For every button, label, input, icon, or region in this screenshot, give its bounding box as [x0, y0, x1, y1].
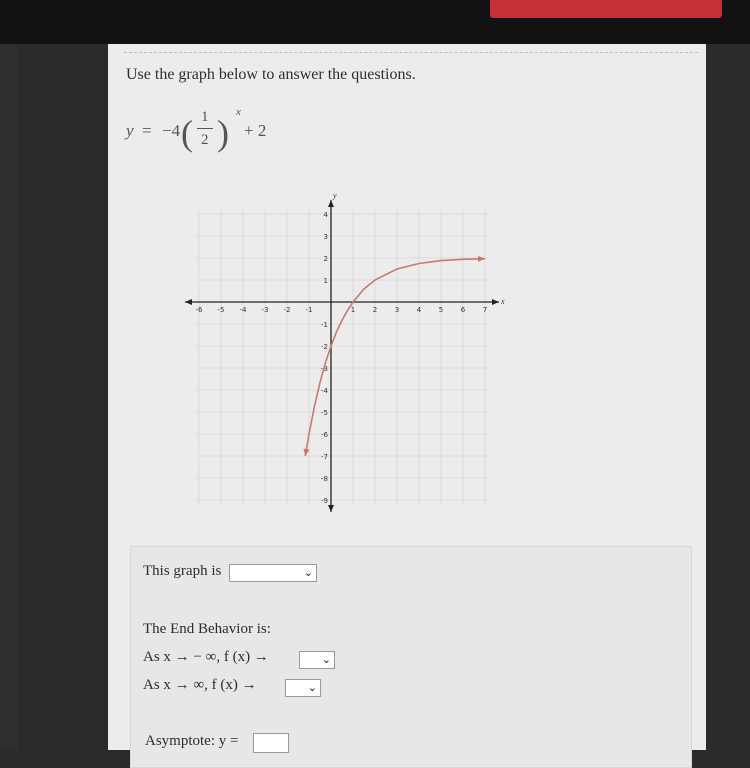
top-action-button[interactable] [490, 0, 722, 18]
equation-y: y [126, 121, 134, 140]
y-tick-label: 4 [323, 211, 328, 219]
x-tick-label: -4 [239, 306, 247, 314]
divider [124, 52, 698, 53]
equation-exponent: x [236, 106, 241, 118]
x-tick-label: -3 [261, 306, 269, 314]
x-axis-left-arrow [185, 299, 192, 305]
x-tick-label: 6 [460, 306, 466, 314]
equation-equals: = [142, 121, 152, 140]
y-tick-label: -7 [321, 453, 328, 461]
x-tick-label: 3 [394, 306, 400, 314]
x-tick-label: 4 [416, 306, 422, 314]
fraction-bar [197, 128, 213, 129]
x-axis-label: x [501, 297, 505, 306]
y-tick-label: 1 [323, 277, 328, 285]
chevron-down-icon: ⌄ [307, 681, 317, 694]
neg-infinity-label: As x → − ∞, f (x) → [143, 649, 269, 665]
function-graph [178, 184, 518, 519]
y-tick-label: -1 [321, 321, 328, 329]
y-tick-label: -4 [321, 387, 328, 395]
end-behavior-label: The End Behavior is: [143, 621, 271, 637]
x-axis-right-arrow [492, 299, 499, 305]
y-tick-label: -9 [321, 497, 328, 505]
y-tick-label: -6 [321, 431, 328, 439]
y-tick-label: -8 [321, 475, 328, 483]
chevron-down-icon: ⌄ [303, 566, 313, 579]
x-tick-label: 1 [350, 306, 356, 314]
x-tick-label: -5 [217, 306, 225, 314]
asymptote-input[interactable] [253, 733, 289, 753]
pos-infinity-label: As x → ∞, f (x) → [143, 677, 257, 693]
left-paren: ( [181, 113, 193, 153]
asymptote-label: Asymptote: y = [145, 733, 239, 749]
y-tick-label: 2 [323, 255, 328, 263]
top-bar [0, 0, 750, 44]
function-curve [305, 259, 488, 456]
x-tick-label: -6 [195, 306, 203, 314]
right-paren: ) [217, 113, 229, 153]
x-tick-label: 7 [482, 306, 488, 314]
equation-denominator: 2 [201, 132, 209, 148]
x-tick-label: 5 [438, 306, 444, 314]
equation-coefficient: −4 [162, 121, 181, 140]
y-tick-label: 3 [323, 233, 328, 241]
instruction-text: Use the graph below to answer the questions. [126, 66, 416, 83]
equation-numerator: 1 [201, 109, 209, 125]
neg-infinity-dropdown[interactable] [299, 651, 335, 669]
equation-constant: + 2 [244, 121, 267, 140]
question-page [108, 44, 706, 750]
pos-infinity-dropdown[interactable] [285, 679, 321, 697]
x-tick-label: 2 [372, 306, 378, 314]
y-axis-label: y [333, 191, 337, 200]
graph-type-dropdown[interactable] [229, 564, 317, 582]
y-tick-label: -2 [321, 343, 328, 351]
y-tick-label: -3 [321, 365, 328, 373]
y-axis-up-arrow [328, 200, 334, 207]
left-margin [0, 44, 18, 750]
y-tick-label: -5 [321, 409, 328, 417]
answer-panel [130, 546, 692, 768]
graph-is-label: This graph is [143, 563, 222, 579]
x-tick-label: -1 [305, 306, 313, 314]
x-tick-label: -2 [283, 306, 291, 314]
chevron-down-icon: ⌄ [321, 653, 331, 666]
curve-arrow-right [478, 256, 485, 262]
y-axis-down-arrow [328, 505, 334, 512]
